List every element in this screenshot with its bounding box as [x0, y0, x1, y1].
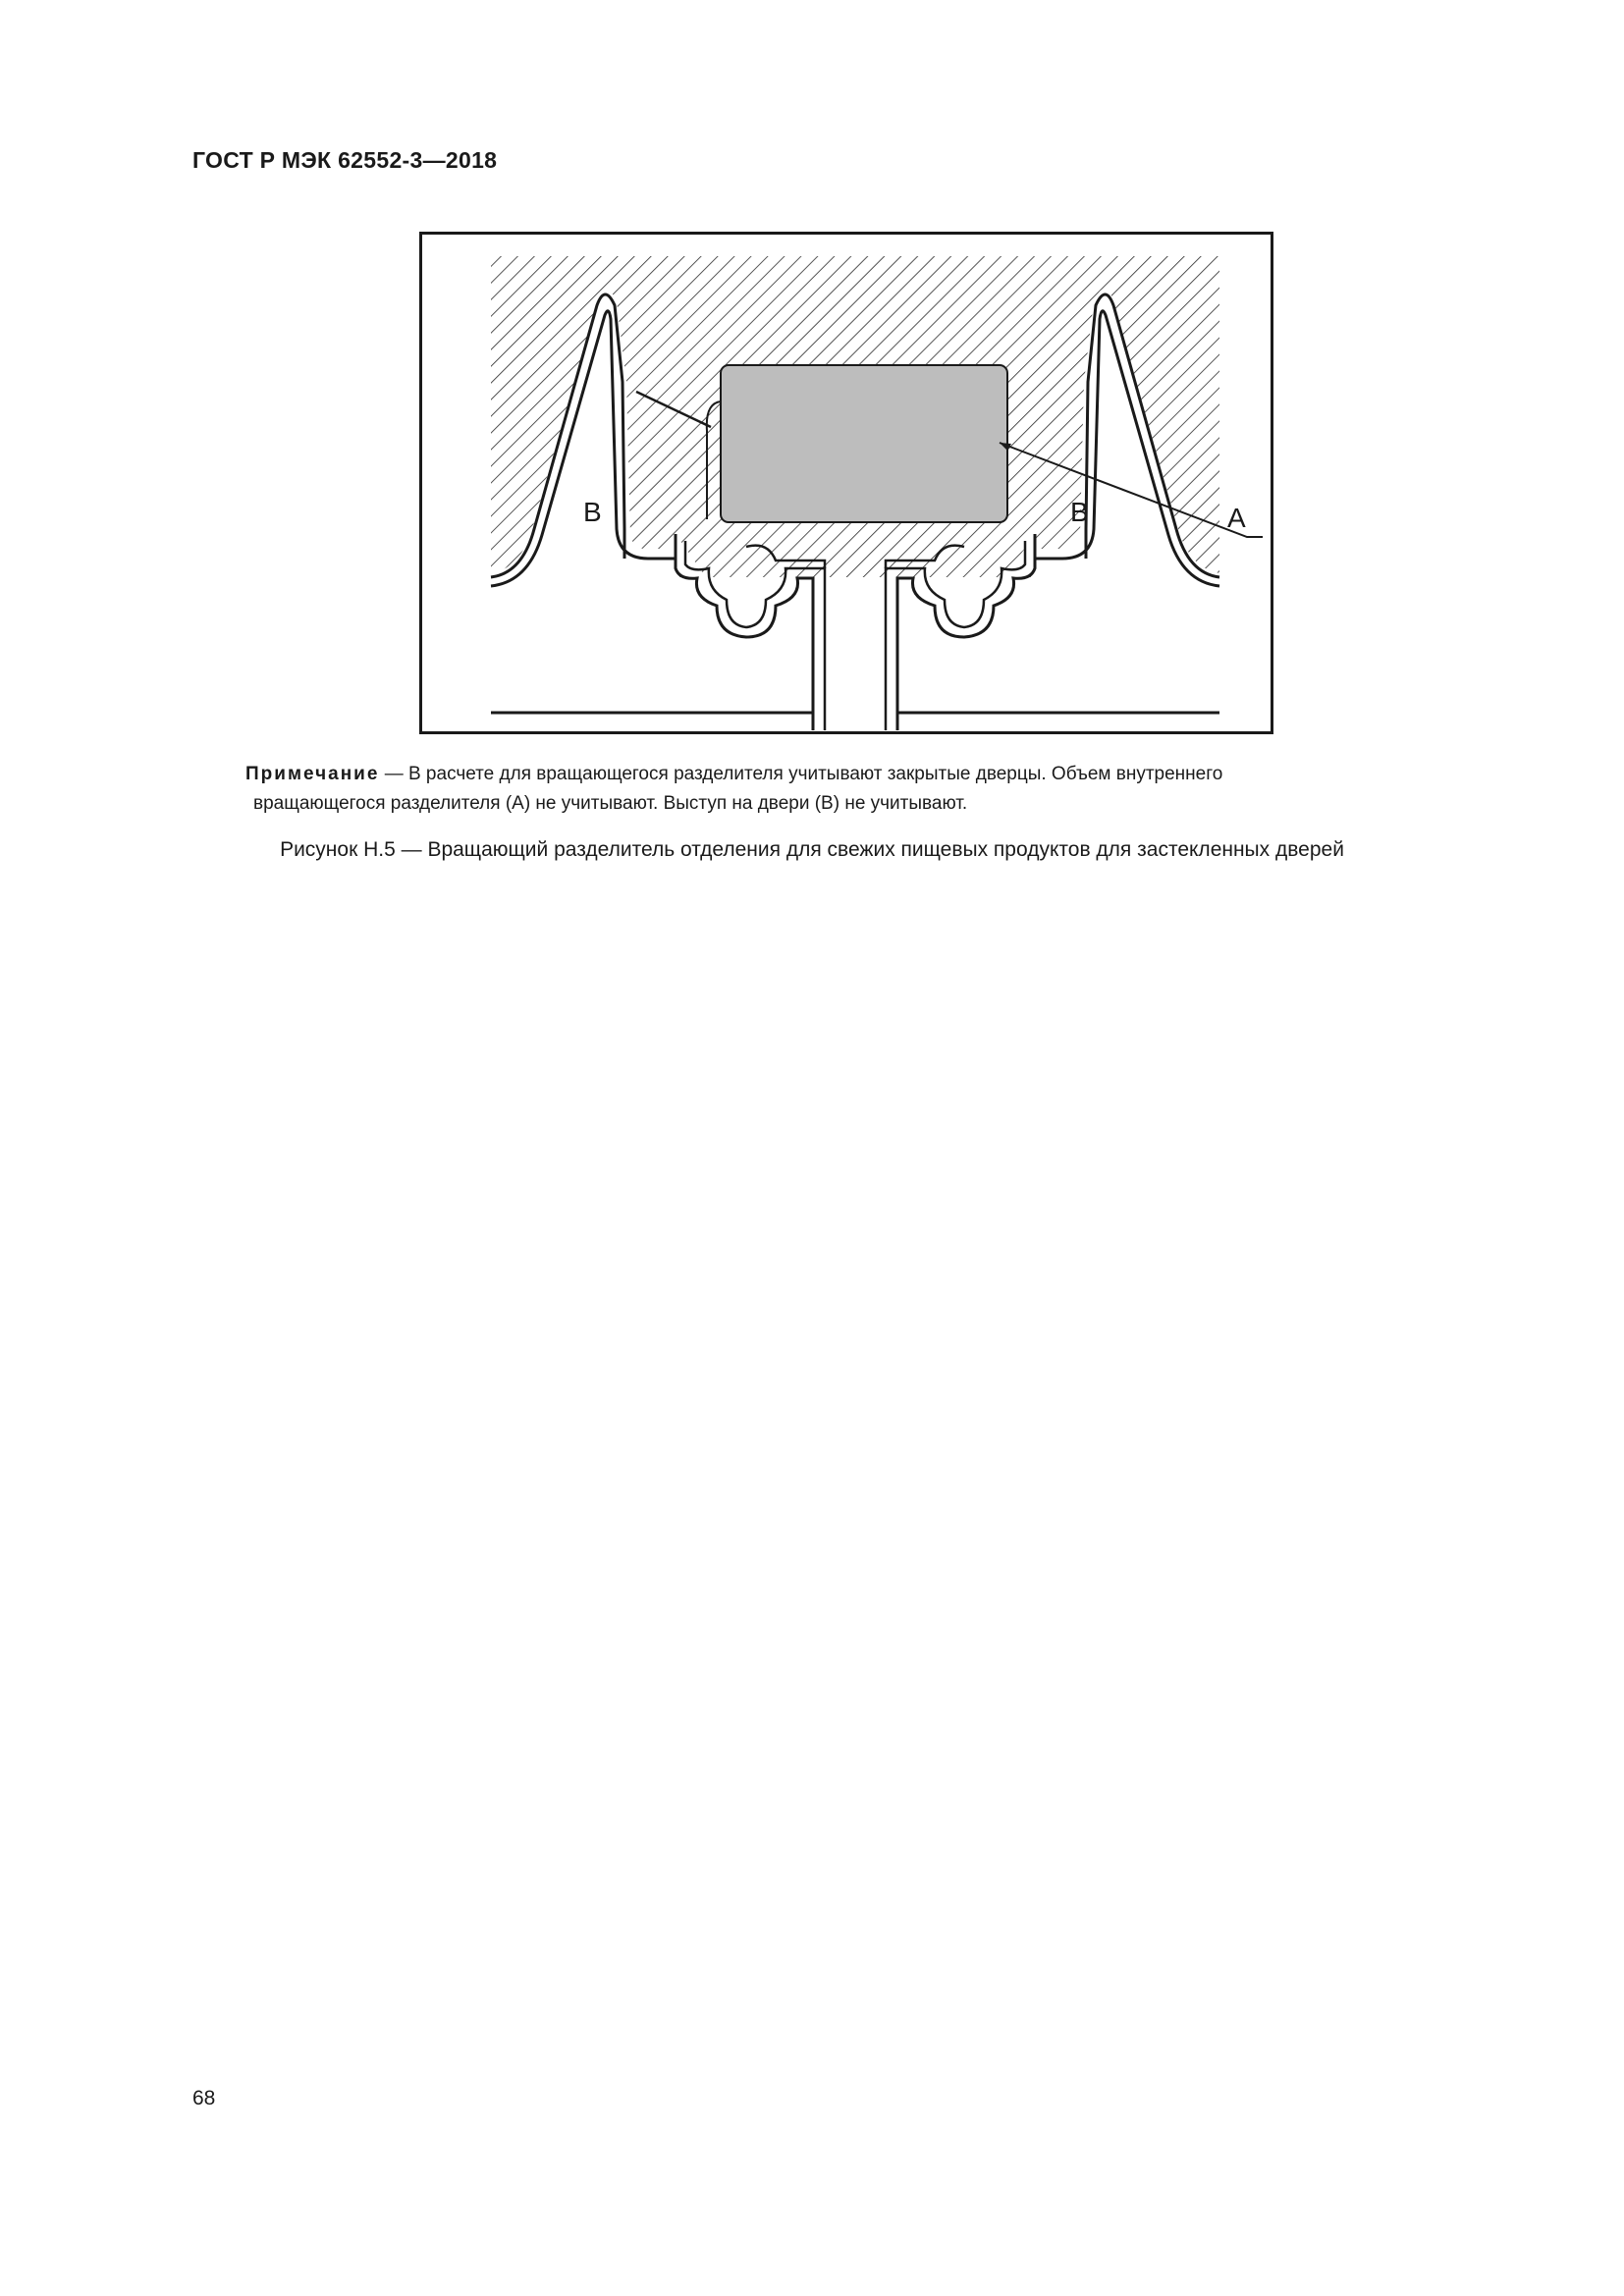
- figure-note: [245, 760, 1483, 819]
- figure-frame: [419, 232, 1273, 734]
- divider-drawing: [422, 235, 1271, 731]
- label-b-left: B: [583, 497, 602, 527]
- document-header: ГОСТ Р МЭК 62552-3—2018: [192, 147, 498, 173]
- page-number: 68: [192, 2087, 216, 2109]
- note-line-1: — В расчете для вращающегося разделителя учитывают закрытые дверцы. Объем внутреннего: [379, 764, 1223, 784]
- inner-divider-a: [721, 365, 1007, 522]
- note-line-2: вращающегося разделителя (А) не учитывают. Выступ на двери (В) не учитывают.: [253, 793, 968, 814]
- label-a: A: [1227, 503, 1246, 533]
- label-b-right: B: [1070, 497, 1089, 527]
- figure-caption: Рисунок Н.5 — Вращающий разделитель отделения для свежих пищевых продуктов для застекленных дверей: [280, 838, 1344, 861]
- note-label: Примечание: [245, 764, 380, 784]
